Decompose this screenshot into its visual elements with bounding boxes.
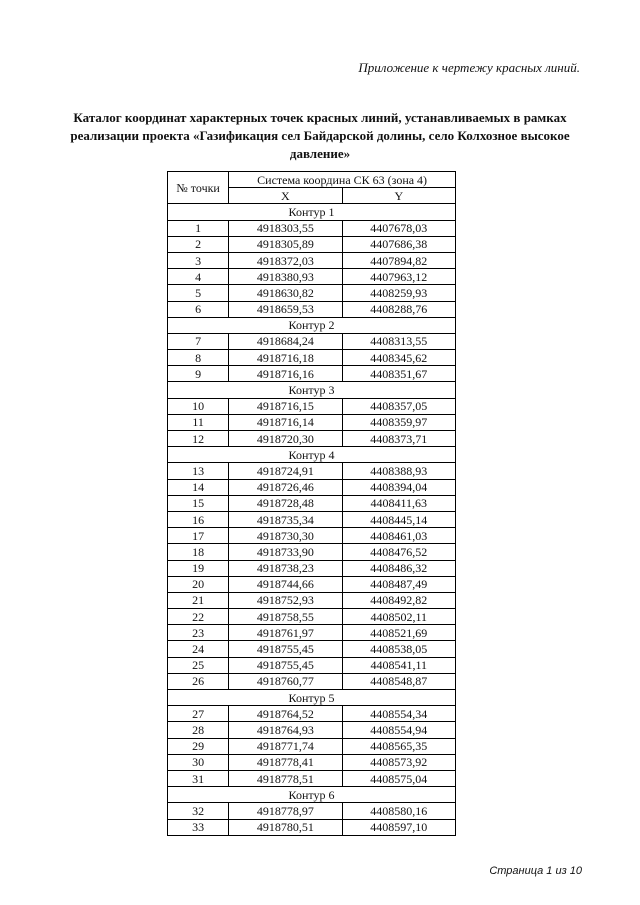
y-coordinate-cell: 4408554,94 bbox=[342, 722, 455, 738]
y-coordinate-cell: 4408521,69 bbox=[342, 625, 455, 641]
point-number-cell: 32 bbox=[168, 803, 229, 819]
point-number-cell: 1 bbox=[168, 220, 229, 236]
y-coordinate-cell: 4408259,93 bbox=[342, 285, 455, 301]
y-coordinate-cell: 4408373,71 bbox=[342, 431, 455, 447]
table-row bbox=[168, 625, 456, 641]
table-row bbox=[168, 431, 456, 447]
x-coordinate-cell: 4918752,93 bbox=[229, 592, 342, 608]
table-row bbox=[168, 592, 456, 608]
y-coordinate-cell: 4407686,38 bbox=[342, 236, 455, 252]
point-number-cell: 18 bbox=[168, 544, 229, 560]
point-number-cell: 12 bbox=[168, 431, 229, 447]
point-number-cell: 16 bbox=[168, 511, 229, 527]
contour-label: Контур 3 bbox=[168, 382, 456, 398]
table-row bbox=[168, 285, 456, 301]
point-number-cell: 10 bbox=[168, 398, 229, 414]
table-row bbox=[168, 738, 456, 754]
point-number-cell: 27 bbox=[168, 706, 229, 722]
contour-label: Контур 1 bbox=[168, 204, 456, 220]
point-number-header: № точки bbox=[168, 172, 229, 204]
table-row bbox=[168, 576, 456, 592]
point-number-cell: 4 bbox=[168, 269, 229, 285]
x-coordinate-cell: 4918720,30 bbox=[229, 431, 342, 447]
x-coordinate-cell: 4918728,48 bbox=[229, 495, 342, 511]
y-coordinate-cell: 4408502,11 bbox=[342, 609, 455, 625]
table-row bbox=[168, 414, 456, 430]
x-coordinate-cell: 4918730,30 bbox=[229, 528, 342, 544]
x-coordinate-cell: 4918761,97 bbox=[229, 625, 342, 641]
table-row bbox=[168, 366, 456, 382]
appendix-note: Приложение к чертежу красных линий. bbox=[358, 60, 580, 75]
x-coordinate-cell: 4918764,93 bbox=[229, 722, 342, 738]
x-coordinate-cell: 4918684,24 bbox=[229, 333, 342, 349]
table-row bbox=[168, 754, 456, 770]
coordinate-system-header: Система координа СК 63 (зона 4) bbox=[229, 172, 456, 188]
table-row bbox=[168, 803, 456, 819]
y-coordinate-cell: 4408580,16 bbox=[342, 803, 455, 819]
contour-header-row bbox=[168, 317, 456, 333]
x-coordinate-cell: 4918724,91 bbox=[229, 463, 342, 479]
point-number-cell: 31 bbox=[168, 770, 229, 786]
table-row bbox=[168, 609, 456, 625]
contour-header-row bbox=[168, 382, 456, 398]
x-coordinate-cell: 4918771,74 bbox=[229, 738, 342, 754]
y-coordinate-cell: 4408461,03 bbox=[342, 528, 455, 544]
x-coordinate-cell: 4918372,03 bbox=[229, 252, 342, 268]
y-coordinate-cell: 4408351,67 bbox=[342, 366, 455, 382]
table-row bbox=[168, 657, 456, 673]
table-row bbox=[168, 495, 456, 511]
contour-label: Контур 4 bbox=[168, 447, 456, 463]
x-coordinate-cell: 4918716,18 bbox=[229, 350, 342, 366]
x-coordinate-cell: 4918630,82 bbox=[229, 285, 342, 301]
x-coordinate-cell: 4918758,55 bbox=[229, 609, 342, 625]
x-coordinate-cell: 4918778,51 bbox=[229, 770, 342, 786]
point-number-cell: 6 bbox=[168, 301, 229, 317]
y-coordinate-cell: 4407678,03 bbox=[342, 220, 455, 236]
table-header-row bbox=[168, 172, 456, 188]
y-coordinate-cell: 4408573,92 bbox=[342, 754, 455, 770]
y-coordinate-cell: 4408345,62 bbox=[342, 350, 455, 366]
table-row bbox=[168, 236, 456, 252]
point-number-cell: 33 bbox=[168, 819, 229, 835]
x-coordinate-cell: 4918716,16 bbox=[229, 366, 342, 382]
point-number-cell: 26 bbox=[168, 673, 229, 689]
point-number-cell: 19 bbox=[168, 560, 229, 576]
point-number-cell: 30 bbox=[168, 754, 229, 770]
point-number-cell: 29 bbox=[168, 738, 229, 754]
table-row bbox=[168, 350, 456, 366]
document-title: Каталог координат характерных точек красных линий, устанавливаемых в рамках реализации проекта «Газификация сел Байдарской долины, село Колхозное высокое давление» bbox=[70, 110, 570, 161]
point-number-cell: 14 bbox=[168, 479, 229, 495]
y-coordinate-cell: 4408411,63 bbox=[342, 495, 455, 511]
x-coordinate-cell: 4918303,55 bbox=[229, 220, 342, 236]
x-coordinate-cell: 4918726,46 bbox=[229, 479, 342, 495]
y-coordinate-cell: 4408554,34 bbox=[342, 706, 455, 722]
table-row bbox=[168, 269, 456, 285]
point-number-cell: 8 bbox=[168, 350, 229, 366]
x-coordinate-cell: 4918380,93 bbox=[229, 269, 342, 285]
table-row bbox=[168, 479, 456, 495]
table-row bbox=[168, 463, 456, 479]
y-coordinate-cell: 4408541,11 bbox=[342, 657, 455, 673]
table-body bbox=[168, 204, 456, 835]
y-coordinate-cell: 4408313,55 bbox=[342, 333, 455, 349]
y-coordinate-cell: 4407963,12 bbox=[342, 269, 455, 285]
y-coordinate-cell: 4408357,05 bbox=[342, 398, 455, 414]
x-coordinate-cell: 4918738,23 bbox=[229, 560, 342, 576]
x-coordinate-cell: 4918778,41 bbox=[229, 754, 342, 770]
point-number-cell: 15 bbox=[168, 495, 229, 511]
x-coordinate-cell: 4918755,45 bbox=[229, 641, 342, 657]
point-number-cell: 3 bbox=[168, 252, 229, 268]
table-row bbox=[168, 722, 456, 738]
x-coordinate-cell: 4918733,90 bbox=[229, 544, 342, 560]
y-coordinate-cell: 4408565,35 bbox=[342, 738, 455, 754]
x-coordinate-cell: 4918744,66 bbox=[229, 576, 342, 592]
point-number-cell: 7 bbox=[168, 333, 229, 349]
table-row bbox=[168, 560, 456, 576]
point-number-cell: 23 bbox=[168, 625, 229, 641]
contour-header-row bbox=[168, 447, 456, 463]
y-column-header: Y bbox=[342, 188, 455, 204]
y-coordinate-cell: 4407894,82 bbox=[342, 252, 455, 268]
point-number-cell: 17 bbox=[168, 528, 229, 544]
contour-label: Контур 5 bbox=[168, 690, 456, 706]
y-coordinate-cell: 4408476,52 bbox=[342, 544, 455, 560]
x-coordinate-cell: 4918716,15 bbox=[229, 398, 342, 414]
x-coordinate-cell: 4918755,45 bbox=[229, 657, 342, 673]
x-coordinate-cell: 4918760,77 bbox=[229, 673, 342, 689]
table-row bbox=[168, 819, 456, 835]
x-coordinate-cell: 4918764,52 bbox=[229, 706, 342, 722]
y-coordinate-cell: 4408394,04 bbox=[342, 479, 455, 495]
point-number-cell: 5 bbox=[168, 285, 229, 301]
point-number-cell: 22 bbox=[168, 609, 229, 625]
point-number-cell: 2 bbox=[168, 236, 229, 252]
y-coordinate-cell: 4408487,49 bbox=[342, 576, 455, 592]
x-coordinate-cell: 4918716,14 bbox=[229, 414, 342, 430]
table-row bbox=[168, 511, 456, 527]
y-coordinate-cell: 4408548,87 bbox=[342, 673, 455, 689]
point-number-cell: 11 bbox=[168, 414, 229, 430]
y-coordinate-cell: 4408486,32 bbox=[342, 560, 455, 576]
point-number-cell: 21 bbox=[168, 592, 229, 608]
y-coordinate-cell: 4408538,05 bbox=[342, 641, 455, 657]
y-coordinate-cell: 4408359,97 bbox=[342, 414, 455, 430]
y-coordinate-cell: 4408445,14 bbox=[342, 511, 455, 527]
point-number-cell: 9 bbox=[168, 366, 229, 382]
x-coordinate-cell: 4918778,97 bbox=[229, 803, 342, 819]
x-column-header: X bbox=[229, 188, 342, 204]
x-coordinate-cell: 4918305,89 bbox=[229, 236, 342, 252]
y-coordinate-cell: 4408288,76 bbox=[342, 301, 455, 317]
y-coordinate-cell: 4408597,10 bbox=[342, 819, 455, 835]
y-coordinate-cell: 4408575,04 bbox=[342, 770, 455, 786]
y-coordinate-cell: 4408492,82 bbox=[342, 592, 455, 608]
x-coordinate-cell: 4918659,53 bbox=[229, 301, 342, 317]
point-number-cell: 28 bbox=[168, 722, 229, 738]
table-row bbox=[168, 673, 456, 689]
point-number-cell: 20 bbox=[168, 576, 229, 592]
table-row bbox=[168, 770, 456, 786]
coordinates-table bbox=[167, 171, 456, 836]
table-row bbox=[168, 641, 456, 657]
contour-label: Контур 2 bbox=[168, 317, 456, 333]
x-coordinate-cell: 4918735,34 bbox=[229, 511, 342, 527]
point-number-cell: 24 bbox=[168, 641, 229, 657]
contour-header-row bbox=[168, 690, 456, 706]
table-row bbox=[168, 252, 456, 268]
table-row bbox=[168, 544, 456, 560]
contour-label: Контур 6 bbox=[168, 787, 456, 803]
point-number-cell: 13 bbox=[168, 463, 229, 479]
y-coordinate-cell: 4408388,93 bbox=[342, 463, 455, 479]
table-row bbox=[168, 398, 456, 414]
page-footer: Страница 1 из 10 bbox=[489, 865, 582, 877]
table-row bbox=[168, 706, 456, 722]
x-coordinate-cell: 4918780,51 bbox=[229, 819, 342, 835]
table-row bbox=[168, 220, 456, 236]
contour-header-row bbox=[168, 787, 456, 803]
table-row bbox=[168, 528, 456, 544]
table-row bbox=[168, 301, 456, 317]
point-number-cell: 25 bbox=[168, 657, 229, 673]
table-row bbox=[168, 333, 456, 349]
contour-header-row bbox=[168, 204, 456, 220]
